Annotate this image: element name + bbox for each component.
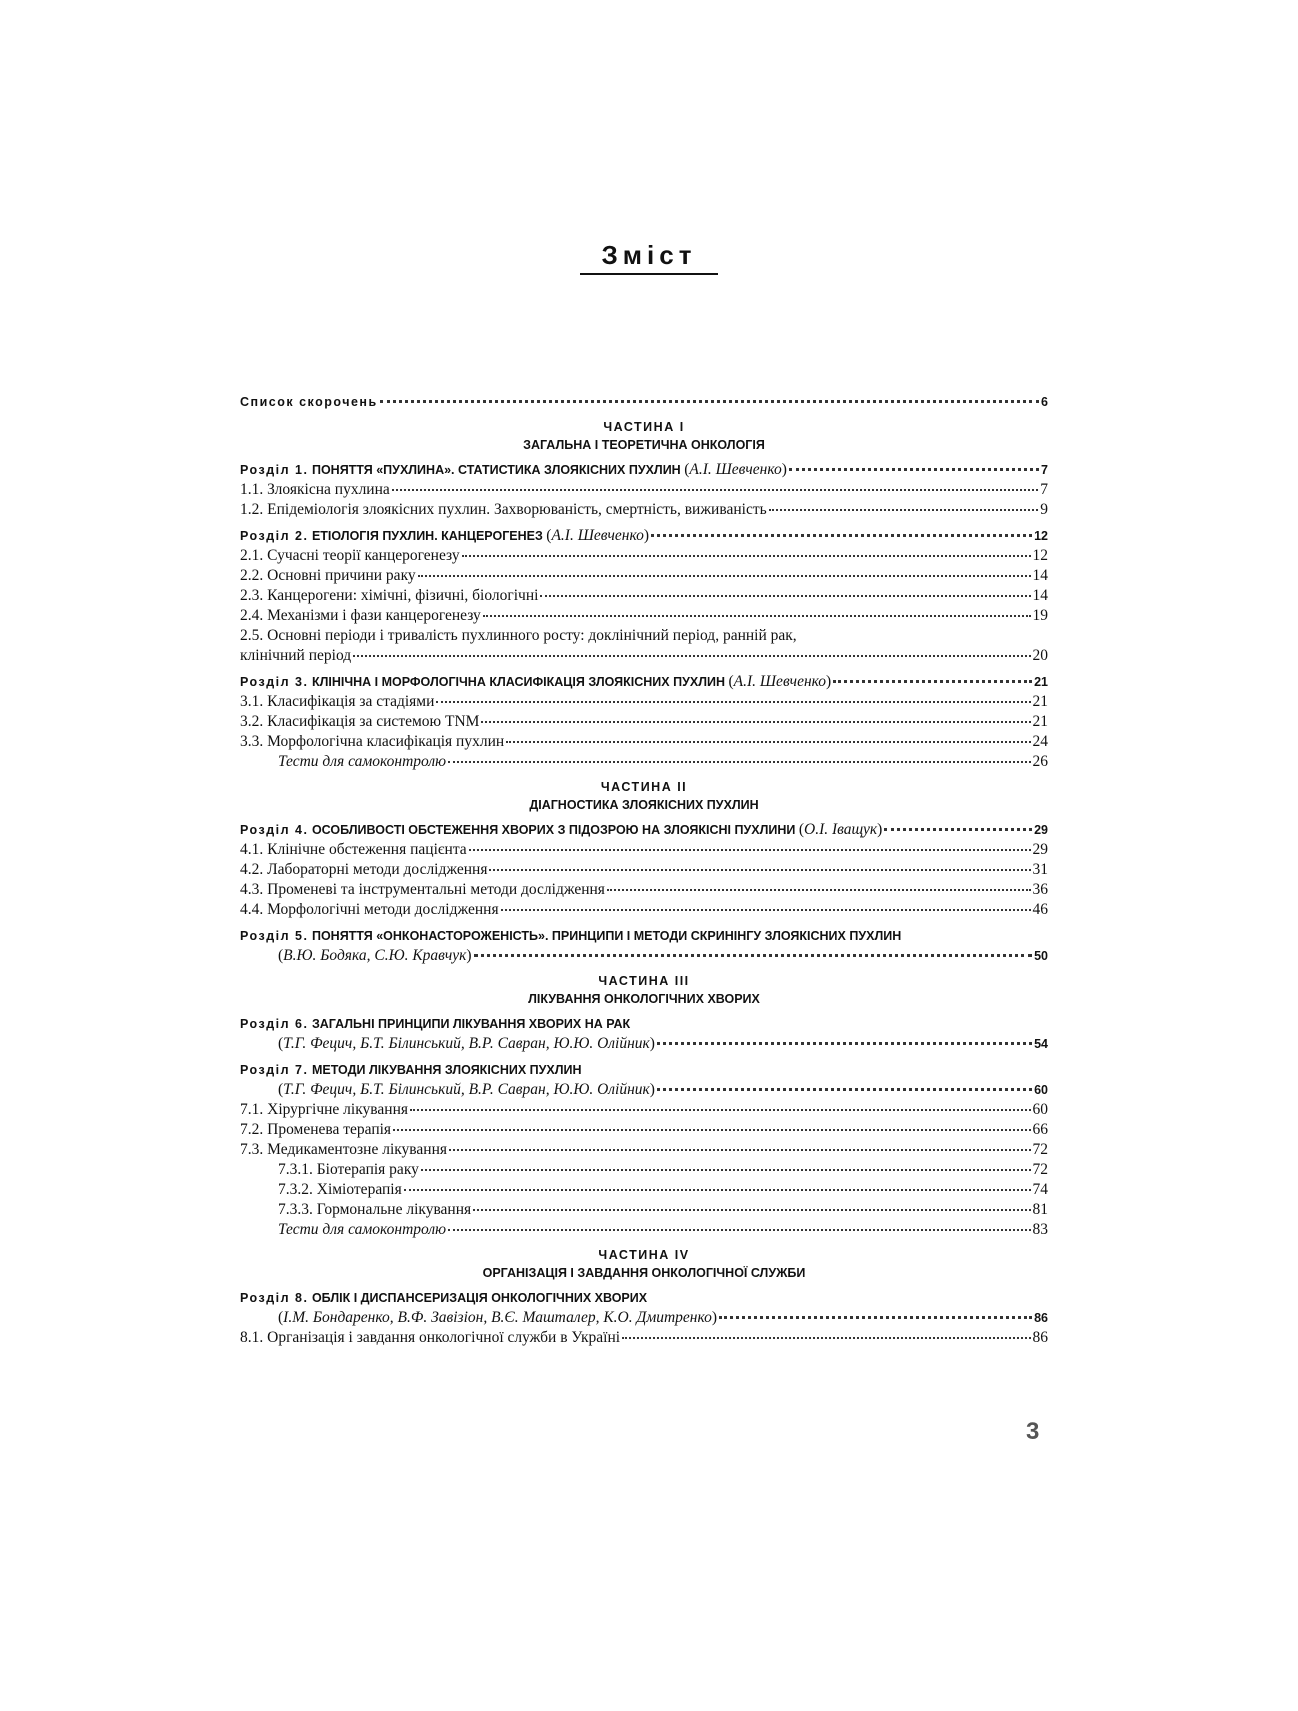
- part-heading: ЧАСТИНА I: [603, 420, 685, 434]
- page-ref: 86: [1034, 1311, 1048, 1325]
- toc-entry-section[interactable]: 2.1. Сучасні теорії канцерогенезу 12: [240, 547, 1048, 564]
- toc-entry-section[interactable]: 3.2. Класифікація за системою TNM 21: [240, 713, 1048, 730]
- toc-entry-chapter-authors[interactable]: (І.М. Бондаренко, В.Ф. Завізіон, В.Є. Машталер, К.О. Дмитренко) 86: [278, 1309, 1048, 1326]
- toc-entry-subsection[interactable]: 7.3.3. Гормональне лікування 81: [278, 1201, 1048, 1218]
- toc-entry-section[interactable]: клінічний період 20: [240, 647, 1048, 664]
- part-title: ЗАГАЛЬНА І ТЕОРЕТИЧНА ОНКОЛОГІЯ: [523, 438, 765, 452]
- toc-entry-section-line[interactable]: 2.5. Основні періоди і тривалість пухлинного росту: доклінічний період, ранній рак,: [240, 627, 797, 644]
- part-title: ДІАГНОСТИКА ЗЛОЯКІСНИХ ПУХЛИН: [529, 798, 759, 812]
- toc-entry-tests[interactable]: Тести для самоконтролю 83: [278, 1221, 1048, 1238]
- toc-entry-section[interactable]: 7.2. Променева терапія 66: [240, 1121, 1048, 1138]
- toc-entry-chapter-title[interactable]: Розділ 6. ЗАГАЛЬНІ ПРИНЦИПИ ЛІКУВАННЯ ХВОРИХ НА РАК: [240, 1017, 631, 1031]
- page-ref: 6: [1041, 395, 1048, 409]
- page-number: 3: [1026, 1418, 1040, 1445]
- toc-entry-section[interactable]: 4.2. Лабораторні методи дослідження 31: [240, 861, 1048, 878]
- toc-entry-abbreviations[interactable]: Список скорочень 6: [240, 392, 1048, 412]
- toc-entry-section[interactable]: 3.3. Морфологічна класифікація пухлин 24: [240, 733, 1048, 750]
- page-ref: 60: [1034, 1083, 1048, 1097]
- toc-entry-section[interactable]: 3.1. Класифікація за стадіями 21: [240, 693, 1048, 710]
- page-ref: 7: [1041, 463, 1048, 477]
- toc-entry-chapter[interactable]: Розділ 3. КЛІНІЧНА І МОРФОЛОГІЧНА КЛАСИФІКАЦІЯ ЗЛОЯКІСНИХ ПУХЛИН (А.І. Шевченко) 21: [240, 673, 1048, 690]
- page-ref: 50: [1034, 949, 1048, 963]
- toc-entry-chapter-title[interactable]: Розділ 7. МЕТОДИ ЛІКУВАННЯ ЗЛОЯКІСНИХ ПУХЛИН: [240, 1063, 582, 1077]
- toc-entry-chapter[interactable]: Розділ 1. ПОНЯТТЯ «ПУХЛИНА». СТАТИСТИКА ЗЛОЯКІСНИХ ПУХЛИН (А.І. Шевченко) 7: [240, 461, 1048, 478]
- toc-entry-section[interactable]: 2.2. Основні причини раку 14: [240, 567, 1048, 584]
- toc-entry-section[interactable]: 1.1. Злоякісна пухлина 7: [240, 481, 1048, 498]
- toc-entry-section[interactable]: 4.3. Променеві та інструментальні методи дослідження 36: [240, 881, 1048, 898]
- toc-entry-chapter[interactable]: Розділ 2. ЕТІОЛОГІЯ ПУХЛИН. КАНЦЕРОГЕНЕЗ (А.І. Шевченко) 12: [240, 527, 1048, 544]
- table-of-contents: [240, 392, 1048, 1348]
- toc-entry-section[interactable]: 4.1. Клінічне обстеження пацієнта 29: [240, 841, 1048, 858]
- page-ref: 21: [1034, 675, 1048, 689]
- page-ref: 29: [1034, 823, 1048, 837]
- part-heading: ЧАСТИНА III: [598, 974, 690, 988]
- part-heading: ЧАСТИНА IV: [598, 1248, 690, 1262]
- toc-entry-section[interactable]: 4.4. Морфологічні методи дослідження 46: [240, 901, 1048, 918]
- page-title: Зміст: [580, 240, 719, 275]
- toc-entry-subsection[interactable]: 7.3.2. Хіміотерапія 74: [278, 1181, 1048, 1198]
- toc-entry-chapter[interactable]: Розділ 4. ОСОБЛИВОСТІ ОБСТЕЖЕННЯ ХВОРИХ З ПІДОЗРОЮ НА ЗЛОЯКІСНІ ПУХЛИНИ (О.І. Іващук) 29: [240, 821, 1048, 838]
- page-ref: 12: [1034, 529, 1048, 543]
- toc-entry-chapter-title[interactable]: Розділ 5. ПОНЯТТЯ «ОНКОНАСТОРОЖЕНІСТЬ». ПРИНЦИПИ І МЕТОДИ СКРИНІНГУ ЗЛОЯКІСНИХ ПУХЛИН: [240, 929, 902, 943]
- toc-entry-chapter-title[interactable]: Розділ 8. ОБЛІК І ДИСПАНСЕРИЗАЦІЯ ОНКОЛОГІЧНИХ ХВОРИХ: [240, 1291, 648, 1305]
- toc-entry-subsection[interactable]: 7.3.1. Біотерапія раку 72: [278, 1161, 1048, 1178]
- toc-entry-section[interactable]: 2.4. Механізми і фази канцерогенезу 19: [240, 607, 1048, 624]
- toc-entry-tests[interactable]: Тести для самоконтролю 26: [278, 753, 1048, 770]
- part-title: ЛІКУВАННЯ ОНКОЛОГІЧНИХ ХВОРИХ: [528, 992, 760, 1006]
- part-title: ОРГАНІЗАЦІЯ І ЗАВДАННЯ ОНКОЛОГІЧНОЇ СЛУЖБИ: [482, 1266, 806, 1280]
- toc-entry-section[interactable]: 7.3. Медикаментозне лікування 72: [240, 1141, 1048, 1158]
- page-ref: 54: [1034, 1037, 1048, 1051]
- toc-entry-section[interactable]: 8.1. Організація і завдання онкологічної служби в Україні 86: [240, 1329, 1048, 1346]
- toc-entry-chapter-authors[interactable]: (В.Ю. Бодяка, С.Ю. Кравчук) 50: [278, 947, 1048, 964]
- part-heading: ЧАСТИНА II: [600, 780, 688, 794]
- toc-entry-section[interactable]: 1.2. Епідеміологія злоякісних пухлин. Захворюваність, смертність, виживаність 9: [240, 501, 1048, 518]
- toc-entry-section[interactable]: 7.1. Хірургічне лікування 60: [240, 1101, 1048, 1118]
- toc-entry-chapter-authors[interactable]: (Т.Г. Фецич, Б.Т. Білинський, В.Р. Савран, Ю.Ю. Олійник) 60: [278, 1081, 1048, 1098]
- toc-entry-section[interactable]: 2.3. Канцерогени: хімічні, фізичні, біологічні 14: [240, 587, 1048, 604]
- page-title-block: [0, 240, 1298, 275]
- toc-entry-chapter-authors[interactable]: (Т.Г. Фецич, Б.Т. Білинський, В.Р. Савран, Ю.Ю. Олійник) 54: [278, 1035, 1048, 1052]
